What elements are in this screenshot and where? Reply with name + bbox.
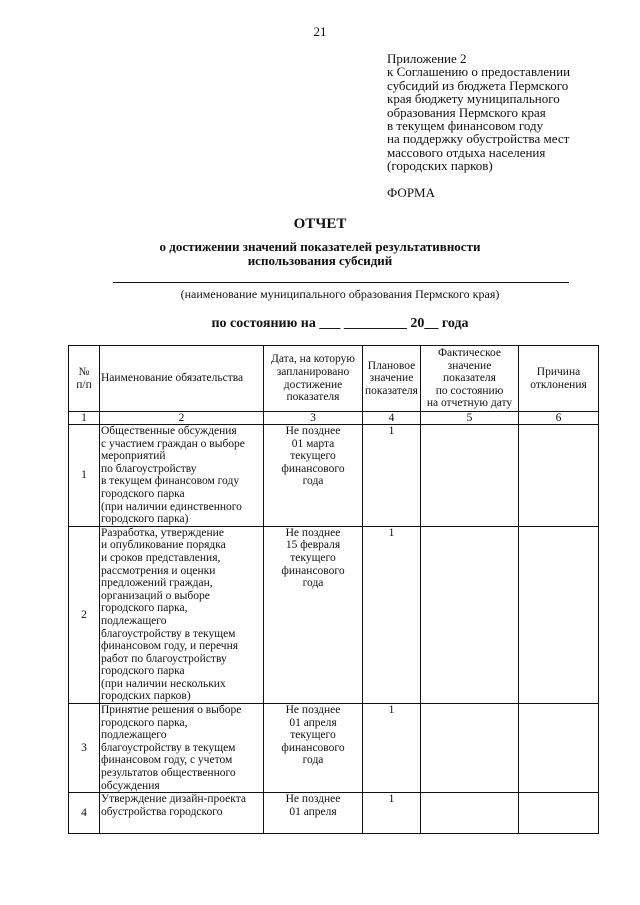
plan-cell: 1: [363, 793, 421, 834]
appendix-line: в текущем финансовом году: [387, 118, 544, 134]
table-row: [69, 526, 599, 703]
report-subtitle: о достижении значений показателей результативности использования субсидий: [159, 239, 481, 268]
header-reason: Причина отклонения: [519, 346, 599, 412]
header-obligation: Наименование обязательства: [100, 346, 264, 412]
row-number: 2: [69, 526, 100, 703]
actual-cell: [421, 704, 519, 793]
row-number: 3: [69, 704, 100, 793]
appendix-line: Приложение 2: [387, 51, 467, 66]
obligation-cell: Разработка, утверждение и опубликование порядка и сроков представления, рассмотрения и оценки предложений граждан, организаций о выборе городского парка, подлежащего благоустройству в текущем финансовом году, и перечня работ по благоустройству городского парка (при наличии нескольких городских парков): [100, 526, 264, 703]
column-number: 3: [264, 412, 363, 425]
report-table: [68, 345, 599, 834]
plan-cell: 1: [363, 526, 421, 703]
date-cell: Не позднее 01 апреля текущего финансового года: [264, 704, 363, 793]
column-number: 4: [363, 412, 421, 425]
page-number: 21: [313, 24, 327, 39]
plan-cell: 1: [363, 704, 421, 793]
reason-cell: [519, 704, 599, 793]
form-label: ФОРМА: [387, 184, 435, 200]
actual-cell: [421, 526, 519, 703]
column-number: 6: [519, 412, 599, 425]
report-title: ОТЧЕТ: [293, 216, 347, 232]
plan-cell: 1: [363, 425, 421, 527]
table-row: [69, 793, 599, 834]
municipality-name-line: [113, 282, 569, 283]
date-cell: Не позднее 01 марта текущего финансового года: [264, 425, 363, 527]
municipality-name-caption: (наименование муниципального образования Пермского края): [180, 287, 500, 301]
date-cell: Не позднее 01 апреля: [264, 793, 363, 834]
obligation-cell: Принятие решения о выборе городского парка, подлежащего благоустройству в текущем финансовом году, с учетом результатов общественного обсуждения: [100, 704, 264, 793]
appendix-line: (городских парков): [387, 158, 493, 174]
reason-cell: [519, 425, 599, 527]
row-number: 1: [69, 425, 100, 527]
column-number: 1: [69, 412, 100, 425]
reason-cell: [519, 793, 599, 834]
appendix-line: края бюджету муниципального: [387, 91, 560, 107]
appendix-line: образования Пермского края: [387, 104, 546, 120]
reason-cell: [519, 526, 599, 703]
appendix-block: [387, 52, 627, 199]
table-row: [69, 425, 599, 527]
obligation-cell: Общественные обсуждения с участием граждан о выборе мероприятий по благоустройству в текущем финансовом году городского парка (при наличии единственного городского парка): [100, 425, 264, 527]
header-actual: Фактическое значение показателя по состоянию на отчетную дату: [421, 346, 519, 412]
appendix-line: массового отдыха населения: [387, 144, 546, 160]
header-number: № п/п: [69, 346, 100, 412]
as-of-date: по состоянию на ___ _________ 20__ года: [211, 316, 469, 331]
appendix-line: на поддержку обустройства мест: [387, 131, 570, 147]
header-date: Дата, на которую запланировано достижение показателя: [264, 346, 363, 412]
date-cell: Не позднее 15 февраля текущего финансового года: [264, 526, 363, 703]
table-row: [69, 704, 599, 793]
appendix-line: субсидий из бюджета Пермского: [387, 77, 569, 93]
appendix-line: к Соглашению о предоставлении: [387, 64, 571, 80]
obligation-cell: Утверждение дизайн-проекта обустройства городского: [100, 793, 264, 834]
actual-cell: [421, 793, 519, 834]
column-number: 2: [100, 412, 264, 425]
table-header-row: [69, 346, 599, 412]
column-number: 5: [421, 412, 519, 425]
header-plan: Плановое значение показателя: [363, 346, 421, 412]
column-numbers-row: [69, 412, 599, 425]
actual-cell: [421, 425, 519, 527]
row-number: 4: [69, 793, 100, 834]
